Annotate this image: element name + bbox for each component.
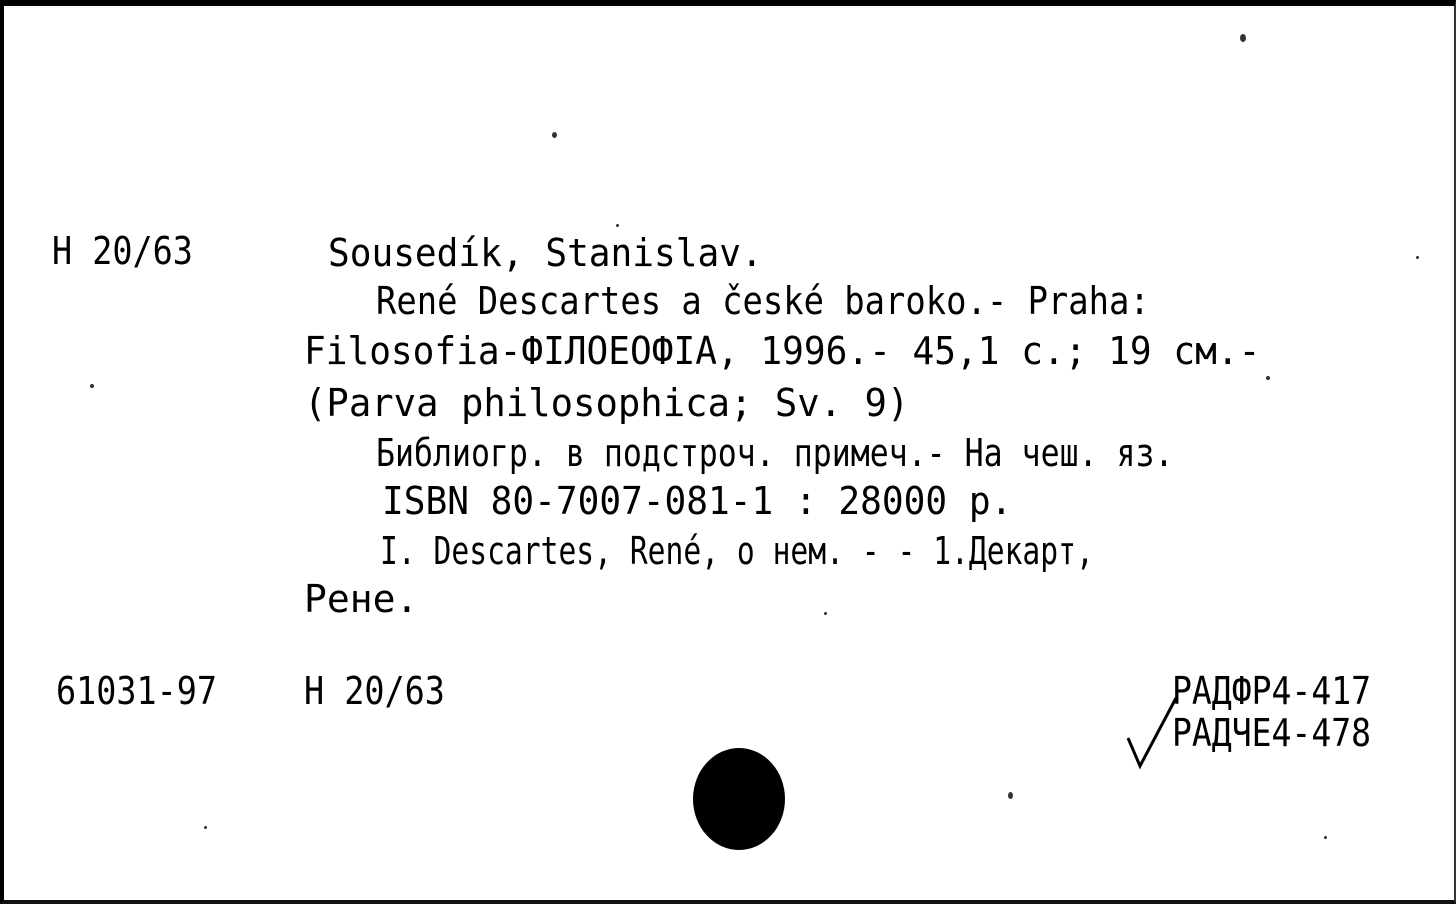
speck (552, 132, 557, 138)
classification-code-2: РАДЧЕ4-478 (1172, 711, 1372, 755)
speck (90, 384, 94, 388)
punch-hole (693, 748, 785, 850)
speck (1416, 256, 1419, 259)
speck (1266, 376, 1270, 380)
speck (1324, 836, 1327, 839)
subject-entry-continued: Рене. (304, 577, 419, 621)
bibliography-note: Библиогр. в подстроч. примеч.- На чеш. яз. (376, 431, 1174, 475)
speck (1240, 34, 1246, 42)
series-line: (Parva philosophica; Sv. 9) (304, 381, 910, 425)
speck (616, 224, 619, 227)
classification-code-1: РАДФР4-417 (1172, 669, 1372, 713)
call-number-top: Н 20/63 (52, 229, 193, 273)
title-line: René Descartes a české baroko.- Praha: (376, 279, 1150, 323)
speck (824, 612, 827, 615)
accession-number: 61031-97 (56, 669, 218, 713)
isbn-line: ISBN 80-7007-081-1 : 28000 р. (382, 479, 1013, 523)
speck (204, 826, 207, 829)
call-number-bottom: Н 20/63 (304, 669, 445, 713)
publisher-line: Filosofia-ФІЛОЕОФІА, 1996.- 45,1 с.; 19 см.- (304, 329, 1261, 373)
subject-entry: I. Descartes, René, о нем. - - 1.Декарт, (380, 529, 1094, 573)
speck (1008, 792, 1013, 799)
check-mark-icon (1124, 694, 1180, 770)
author-heading: Sousedík, Stanislav. (328, 231, 763, 275)
